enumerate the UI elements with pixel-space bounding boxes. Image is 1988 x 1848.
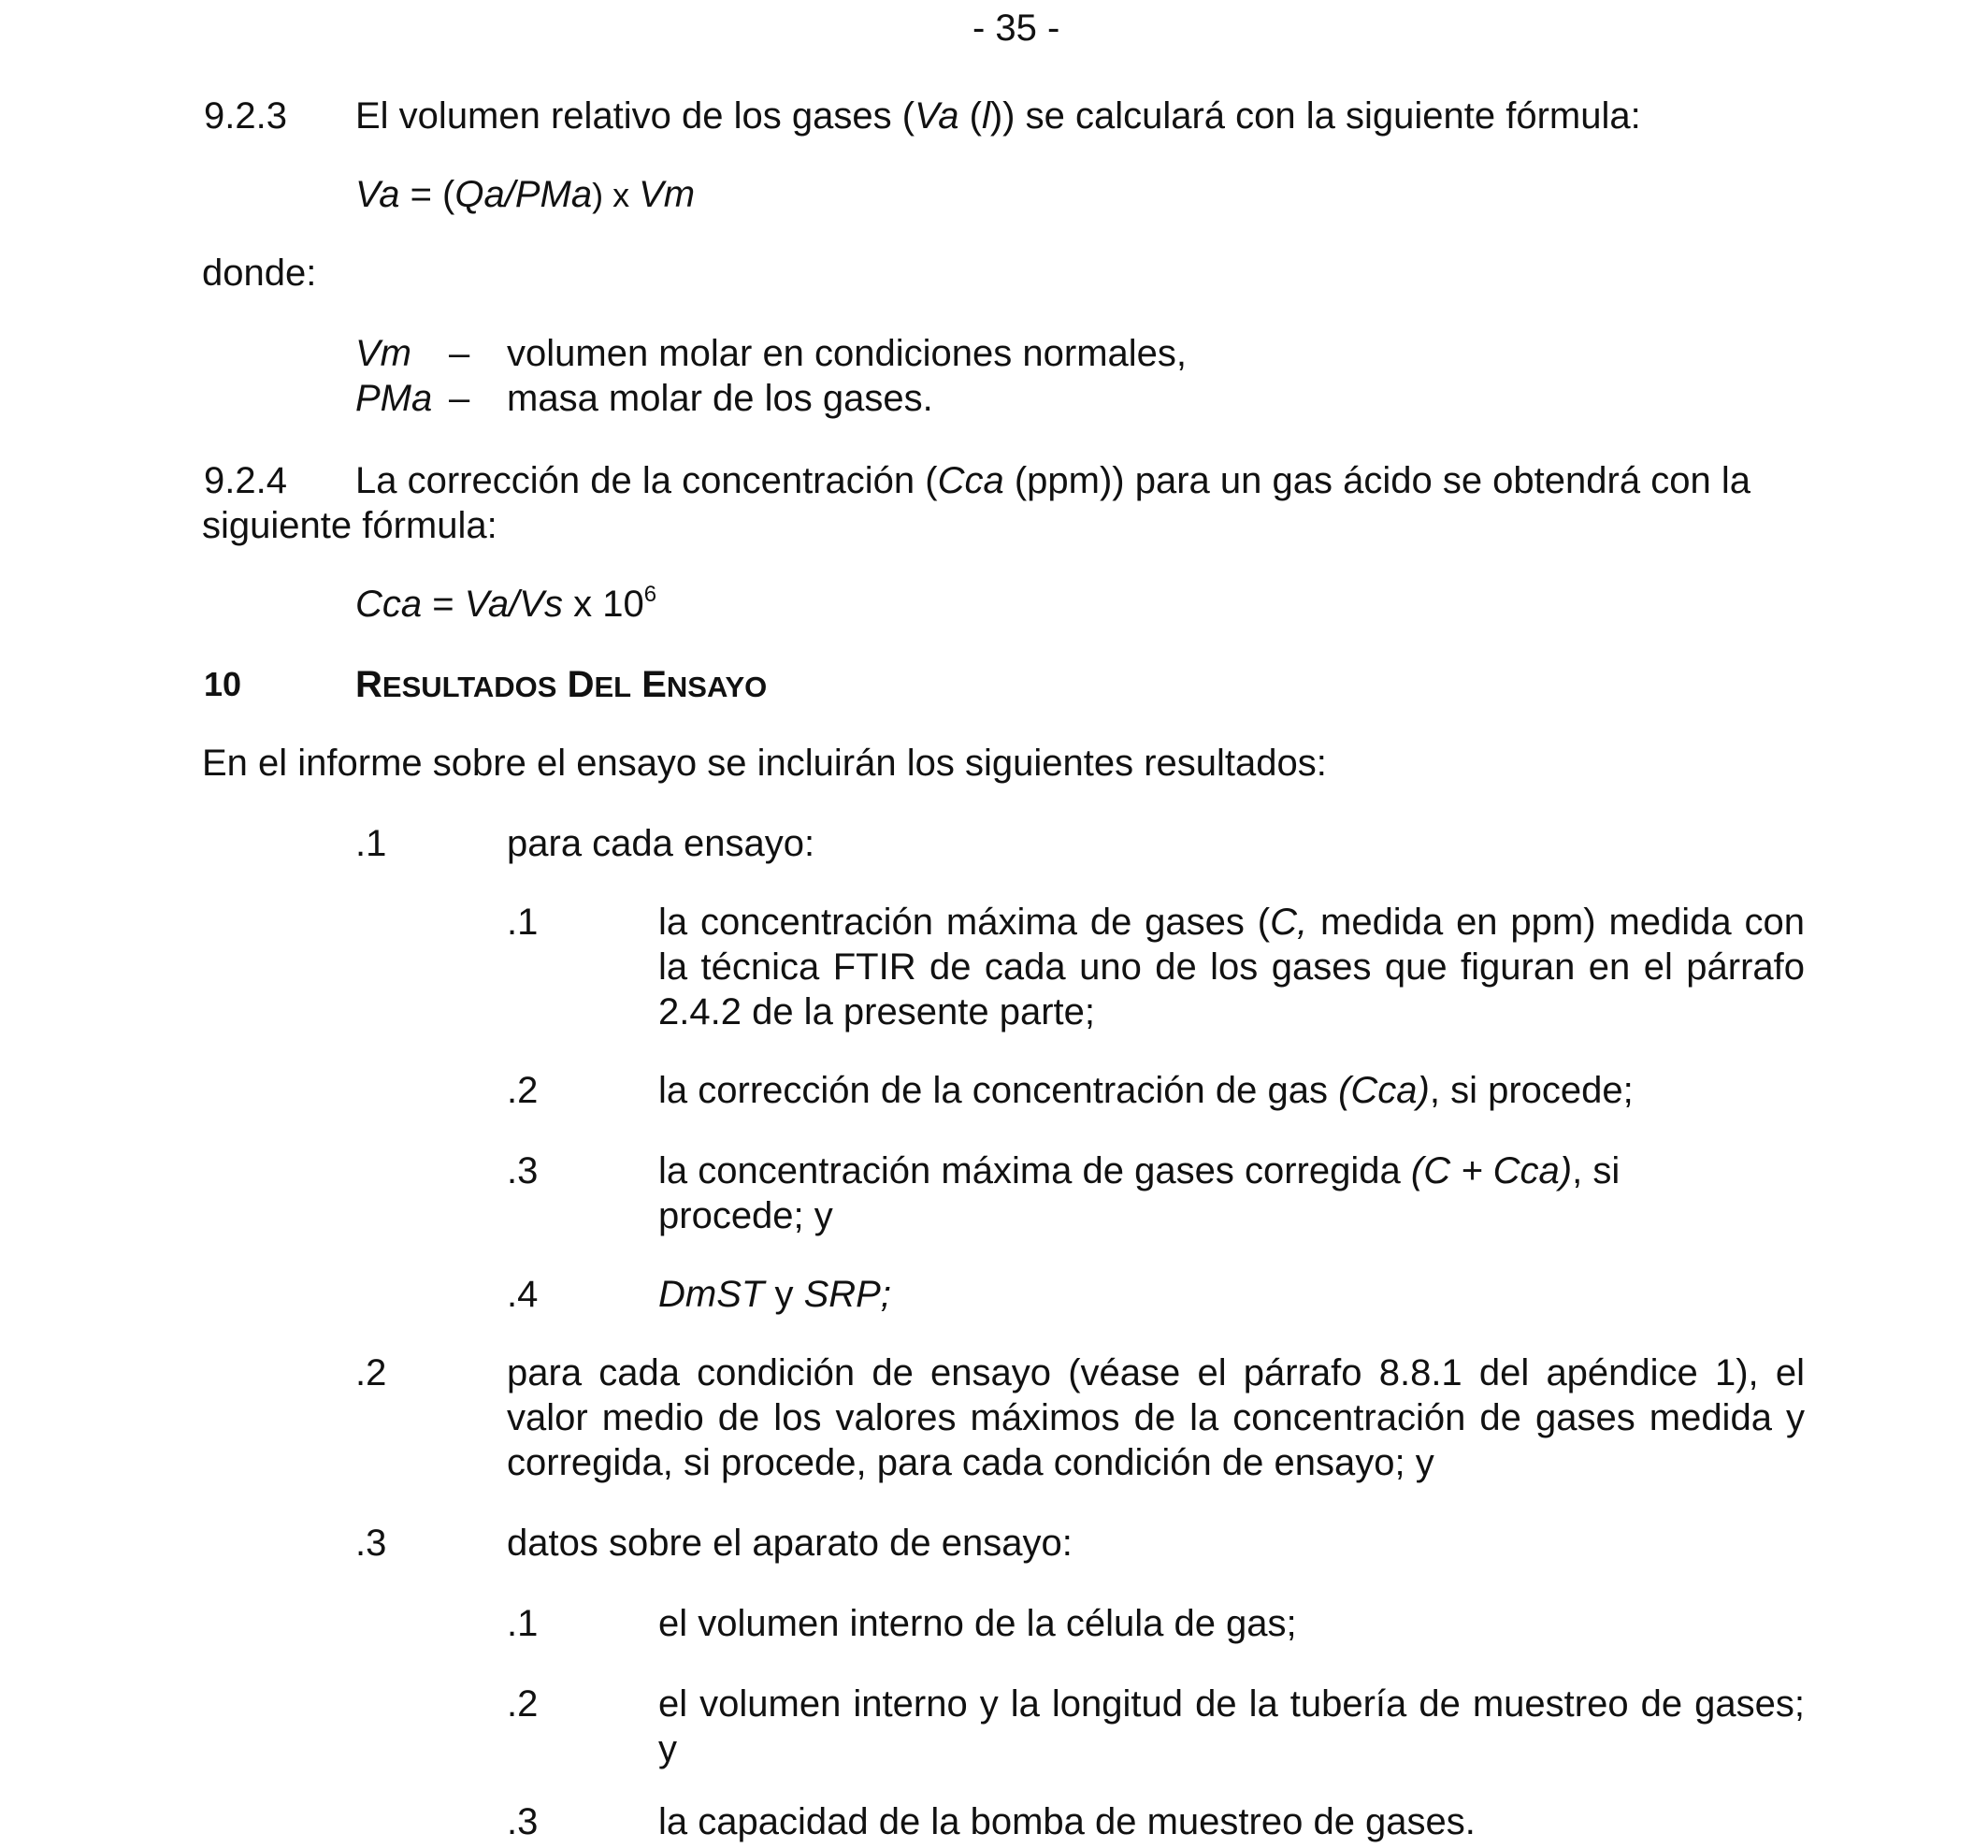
var-srp: SRP; [803,1274,891,1315]
sublist-item-text: el volumen interno y la longitud de la tubería de muestreo de gases; y [658,1683,1805,1769]
def-desc-vm: volumen molar en condiciones normales, [507,333,1188,374]
sublist-number: .2 [507,1070,539,1111]
sublist-item-text: la capacidad de la bomba de muestreo de gases. [658,1801,1476,1842]
list-item-text: para cada ensayo: [507,823,815,864]
list-number: .1 [355,823,387,864]
sublist-item-text: el volumen interno de la célula de gas; [658,1603,1297,1644]
text: ( [958,95,982,137]
section-number-923: 9.2.3 [204,95,287,137]
formula-lhs: Cca [355,584,423,625]
formula-va [355,172,695,218]
sublist-number: .3 [507,1801,539,1842]
sublist-item-text [658,900,1805,1034]
def-dash: – [449,378,470,419]
var-cca: (Cca) [1338,1070,1430,1111]
def-dash: – [449,333,470,374]
title-rest: EL [594,671,632,703]
text: El volumen relativo de los gases ( [355,95,915,137]
formula-times: ) x [592,176,640,214]
section-number-924: 9.2.4 [204,460,287,501]
page-number: - 35 - [972,7,1060,49]
list-item-text: para cada condición de ensayo (véase el párrafo 8.8.1 del apéndice 1), el valor medio de los valores máximos de la concentración de gases medida y corregida, si procede, para cada condición de ensayo; y [507,1352,1805,1483]
section-924-text [355,458,1750,503]
sublist-number: .1 [507,1603,539,1644]
def-symbol-vm: Vm [355,333,411,374]
sublist-item-line2: procede; y [658,1195,833,1236]
text: , si [1572,1150,1621,1191]
text: )) se calculará con la siguiente fórmula: [989,95,1641,137]
var-cca: Cca [937,460,1004,501]
sublist-number: .1 [507,902,539,943]
formula-exponent: 6 [643,582,657,607]
section-923-text [355,94,1641,138]
list-number: .2 [355,1352,387,1393]
text: la concentración máxima de gases ( [658,902,1271,943]
title-cap: R [355,664,382,705]
unit-l: l [981,95,990,137]
var-c: C, [1270,902,1308,943]
section-number-10: 10 [204,665,242,703]
formula-eq: = ( [399,174,455,215]
sublist-item-text [658,1272,891,1317]
results-intro: En el informe sobre el ensayo se incluirán los siguientes resultados: [202,743,1327,784]
sublist-item-text [658,1068,1634,1113]
title-cap: E [631,664,667,705]
formula-num: Qa/PMa [454,174,593,215]
title-rest: ESULTADOS [382,671,557,703]
formula-times: x 10 [562,584,644,625]
text: medida en ppm) medida con la técnica FTIR de cada uno de los gases que figuran en el párrafo 2.4.2 de la presente parte; [658,902,1805,1032]
text: la concentración máxima de gases corregida [658,1150,1411,1191]
formula-vm: Vm [639,174,696,215]
def-desc-pma: masa molar de los gases. [507,378,933,419]
def-symbol-pma: PMa [355,378,433,419]
text: y [764,1274,804,1315]
sublist-item-text [658,1148,1620,1193]
list-number: .3 [355,1523,387,1564]
formula-frac: Va/Vs [464,584,563,625]
formula-eq: = [422,584,465,625]
list-item-text: datos sobre el aparato de ensayo: [507,1523,1073,1564]
text: la corrección de la concentración de gas [658,1070,1339,1111]
var-c-cca: (C + Cca) [1410,1150,1573,1191]
text: La corrección de la concentración ( [355,460,938,501]
title-cap: D [556,664,595,705]
formula-lhs: Va [355,174,400,215]
donde-label: donde: [202,253,317,294]
var-va: Va [915,95,959,137]
sublist-number: .2 [507,1683,539,1725]
section-10-title [355,662,767,710]
section-924-line2: siguiente fórmula: [202,505,497,546]
sublist-number: .4 [507,1274,539,1315]
var-dmst: DmST [658,1274,765,1315]
title-rest: NSAYO [666,671,768,703]
formula-cca [355,582,656,627]
text: , si procede; [1429,1070,1634,1111]
sublist-number: .3 [507,1150,539,1191]
text: (ppm)) para un gas ácido se obtendrá con la [1003,460,1750,501]
